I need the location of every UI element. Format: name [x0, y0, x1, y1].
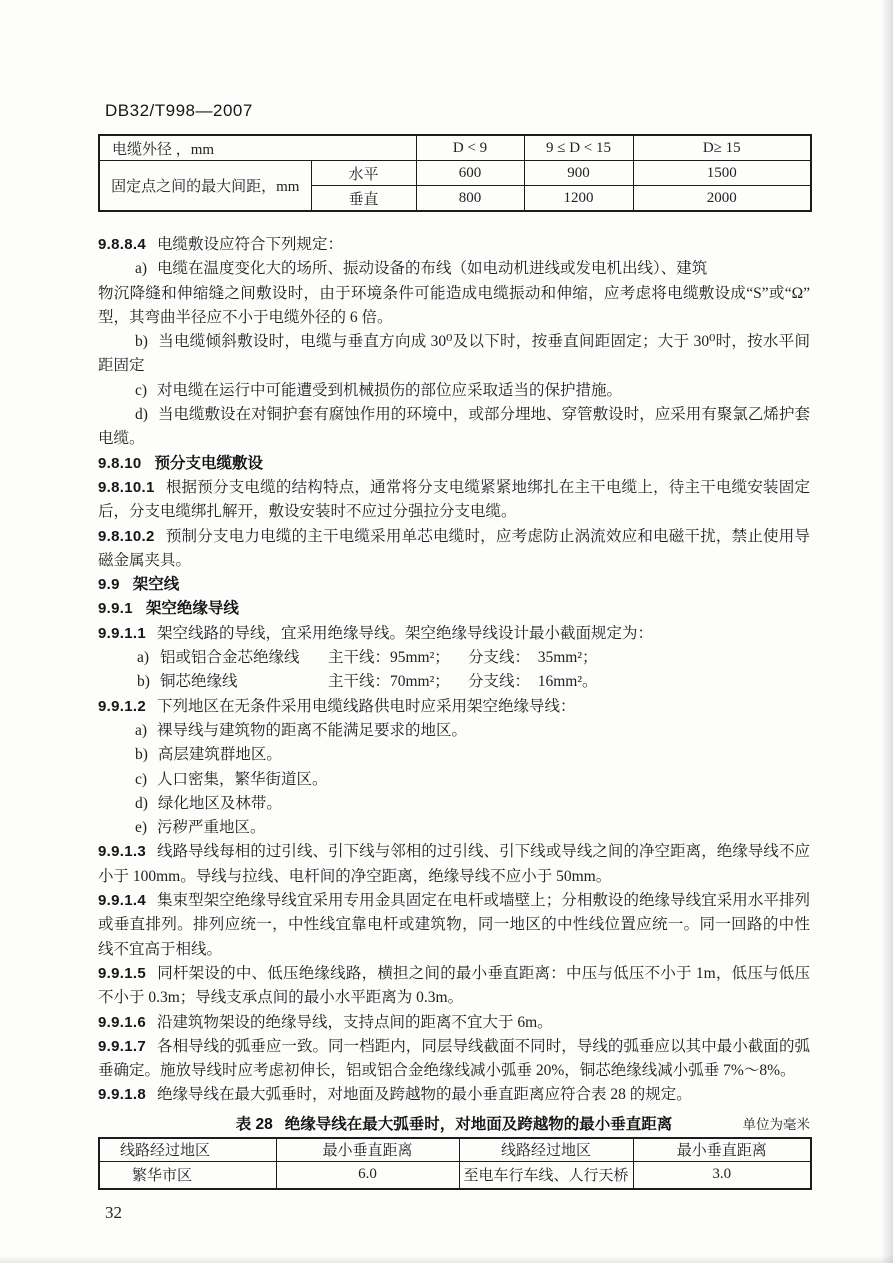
clause-number: 9.9.1.4	[98, 892, 146, 910]
clause-number: 9.9.1.7	[98, 1037, 146, 1055]
list-bullet: b)	[135, 333, 148, 351]
conductor-spec-row-b	[98, 670, 810, 694]
list-item-text: 当电缆倾斜敷设时，电缆与垂直方向成 30⁰及以下时，按垂直间距固定；大于 30⁰时，按水平间距固定	[98, 333, 810, 375]
list-item-text: 绿化地区及林带。	[157, 794, 282, 812]
heading-9.8.10	[98, 452, 810, 476]
clause-9.9.1.6	[98, 1011, 810, 1035]
clause-text: 架空线路的导线，宜采用绝缘导线。架空绝缘导线设计最小截面规定为：	[156, 624, 653, 642]
clause-number: 9.8.10.2	[98, 527, 155, 545]
main-line-spec: 主干线：95mm²；	[328, 649, 450, 667]
list-item-d	[98, 792, 810, 816]
branch-line-spec: 分支线： 16mm²。	[468, 673, 598, 691]
heading-number: 9.9	[98, 576, 120, 594]
clause-9.9.1.4	[98, 889, 810, 962]
list-item-c	[98, 768, 810, 792]
col-header-cell: D < 9	[416, 135, 524, 161]
list-bullet: c)	[135, 770, 148, 788]
value-cell: 600	[416, 161, 524, 186]
list-item-text: 污秽严重地区。	[157, 819, 266, 837]
value-cell: 1200	[524, 186, 633, 212]
clause-text: 预制分支电力电缆的主干电缆采用单芯电缆时，应考虑防止涡流效应和电磁干扰，禁止使用导磁金属夹具。	[98, 527, 810, 569]
clause-number: 9.9.1.1	[98, 624, 146, 642]
clause-number: 9.9.1.8	[98, 1086, 146, 1104]
list-item-a-continuation: 物沉降缝和伸缩缝之间敷设时，由于环境条件可能造成电缆振动和伸缩，应考虑将电缆敷设成“S”或“Ω”型，其弯曲半径应不小于电缆外径的 6 倍。	[98, 284, 810, 326]
list-item-text: 当电缆敷设在对铜护套有腐蚀作用的环境中，或部分埋地、穿管敷设时，应采用有聚氯乙烯护套电缆。	[98, 406, 810, 448]
table-28-number: 表 28	[235, 1115, 273, 1133]
scan-edge-bottom	[0, 1255, 893, 1263]
clearance-table	[98, 1137, 812, 1190]
list-item-text: 高层建筑群地区。	[157, 746, 282, 764]
clause-text: 集束型架空绝缘导线宜采用专用金具固定在电杆或墙壁上；分相敷设的绝缘导线宜采用水平排列或垂直排列。排列应统一，中性线宜靠电杆或建筑物，同一地区的中性线位置应统一。同一回路的中性线不宜高于相线。	[98, 892, 810, 958]
clause-9.9.1.1	[98, 622, 810, 646]
clause-number: 9.9.1.6	[98, 1013, 146, 1031]
value-cell: 800	[416, 186, 524, 212]
list-bullet: a)	[135, 260, 148, 278]
page-number: 32	[105, 1202, 122, 1222]
list-item-text: 电缆在温度变化大的场所、振动设备的布线（如电动机进线或发电机出线）、建筑	[157, 260, 708, 278]
page-content	[98, 134, 810, 1190]
heading-9.9.1	[98, 597, 810, 621]
table-row	[99, 161, 811, 186]
list-bullet: e)	[135, 819, 148, 837]
value-cell: 900	[524, 161, 633, 186]
clause-9.8.10.2	[98, 525, 810, 574]
clause-number: 9.9.1.2	[98, 697, 146, 715]
clause-number: 9.8.10.1	[98, 478, 155, 496]
area-cell: 至电车行车线、人行天桥	[459, 1161, 633, 1189]
table-28-caption	[98, 1113, 810, 1137]
col-header-cell: 9 ≤ D < 15	[524, 135, 633, 161]
distance-cell: 3.0	[633, 1161, 811, 1189]
table-row	[99, 135, 811, 161]
table-28-unit-note: 单位为毫米	[742, 1116, 810, 1132]
main-line-spec: 主干线：70mm²；	[328, 673, 450, 691]
list-item-text: 人口密集，繁华街道区。	[157, 770, 328, 788]
branch-line-spec: 分支线： 35mm²；	[468, 649, 598, 667]
col-header-cell: 最小垂直距离	[633, 1138, 811, 1162]
clause-9.9.1.3	[98, 840, 810, 889]
clause-9.9.1.5	[98, 962, 810, 1011]
cable-spacing-table	[98, 134, 812, 212]
list-item-text: 对电缆在运行中可能遭受到机械损伤的部位应采取适当的保护措施。	[157, 381, 623, 399]
orientation-cell: 垂直	[311, 186, 416, 212]
conductor-spec-row-a	[98, 646, 810, 670]
conductor-name: 铝或铝合金芯绝缘线	[160, 649, 300, 667]
clause-text: 下列地区在无条件采用电缆线路供电时应采用架空绝缘导线：	[156, 697, 576, 715]
list-bullet: b)	[135, 746, 148, 764]
list-item-b	[98, 330, 810, 379]
clause-9.9.1.2	[98, 695, 810, 719]
list-bullet: a)	[135, 721, 148, 739]
scan-edge-right	[881, 0, 893, 1263]
orientation-cell: 水平	[311, 161, 416, 186]
clause-text: 根据预分支电缆的结构特点，通常将分支电缆紧紧地绑扎在主干电缆上，待主干电缆安装固定后，分支电缆绑扎解开，敷设安装时不应过分强拉分支电缆。	[98, 478, 810, 521]
value-cell: 2000	[633, 186, 811, 212]
list-item-b	[98, 743, 810, 767]
col-header-cell: 线路经过地区	[459, 1138, 633, 1162]
cable-diameter-label-cell: 电缆外径 ，mm	[99, 135, 416, 161]
heading-text: 架空线	[132, 576, 180, 594]
table-header-row	[99, 1138, 811, 1162]
list-item-c	[98, 379, 810, 403]
table-28-title: 绝缘导线在最大弧垂时，对地面及跨越物的最小垂直距离	[284, 1115, 673, 1133]
list-item-a	[98, 257, 810, 281]
standard-code-header: DB32/T998—2007	[105, 101, 253, 120]
clause-text: 沿建筑物架设的绝缘导线，支持点间的距离不宜大于 6m。	[156, 1013, 553, 1031]
clause-text: 同杆架设的中、低压绝缘线路，横担之间的最小垂直距离：中压与低压不小于 1m，低压与低压不小于 0.3m；导线支承点间的最小水平距离为 0.3m。	[98, 964, 810, 1007]
row-group-label-cell: 固定点之间的最大间距，mm	[99, 161, 311, 212]
list-item-a	[98, 719, 810, 743]
area-cell: 繁华市区	[99, 1161, 276, 1189]
list-item-e	[98, 816, 810, 840]
table-row	[99, 1161, 811, 1189]
clause-number: 9.9.1.5	[98, 964, 146, 982]
clause-text: 线路导线每相的过引线、引下线与邻相的过引线、引下线或导线之间的净空距离，绝缘导线不应小于 100mm。导线与拉线、电杆间的净空距离，绝缘导线不应小于 50mm。	[98, 843, 810, 885]
clause-9.8.8.4	[98, 233, 810, 257]
clause-text: 各相导线的弧垂应一致。同一档距内，同层导线截面不同时，导线的弧垂应以其中最小截面的弧垂确定。施放导线时应考虑初伸长，铝或铝合金绝缘线减小弧垂 20%，铜芯绝缘线减小弧垂 7%～8%。	[98, 1037, 810, 1080]
distance-cell: 6.0	[276, 1161, 459, 1189]
clause-text: 电缆敷设应符合下列规定：	[156, 236, 343, 253]
clause-9.9.1.7	[98, 1035, 810, 1084]
clauses	[98, 233, 810, 1108]
clause-number: 9.8.8.4	[98, 236, 146, 253]
clause-number: 9.9.1.3	[98, 843, 146, 861]
heading-text: 预分支电缆敷设	[154, 454, 264, 472]
heading-number: 9.8.10	[98, 454, 142, 472]
list-bullet: b)	[137, 673, 150, 691]
col-header-cell: D≥ 15	[633, 135, 811, 161]
conductor-name: 铜芯绝缘线	[160, 673, 238, 691]
list-bullet: d)	[135, 406, 148, 424]
col-header-cell: 最小垂直距离	[276, 1138, 459, 1162]
heading-9.9	[98, 573, 810, 597]
clause-9.8.10.1	[98, 476, 810, 525]
clause-text: 绝缘导线在最大弧垂时，对地面及跨越物的最小垂直距离应符合表 28 的规定。	[156, 1086, 692, 1104]
heading-text: 架空绝缘导线	[145, 600, 239, 618]
clause-9.9.1.8	[98, 1083, 810, 1107]
heading-number: 9.9.1	[98, 600, 133, 618]
value-cell: 1500	[633, 161, 811, 186]
list-bullet: d)	[135, 794, 148, 812]
list-bullet: c)	[135, 381, 148, 399]
list-bullet: a)	[137, 649, 150, 667]
list-item-d	[98, 403, 810, 452]
col-header-cell: 线路经过地区	[99, 1138, 276, 1162]
list-item-text: 裸导线与建筑物的距离不能满足要求的地区。	[157, 721, 468, 739]
